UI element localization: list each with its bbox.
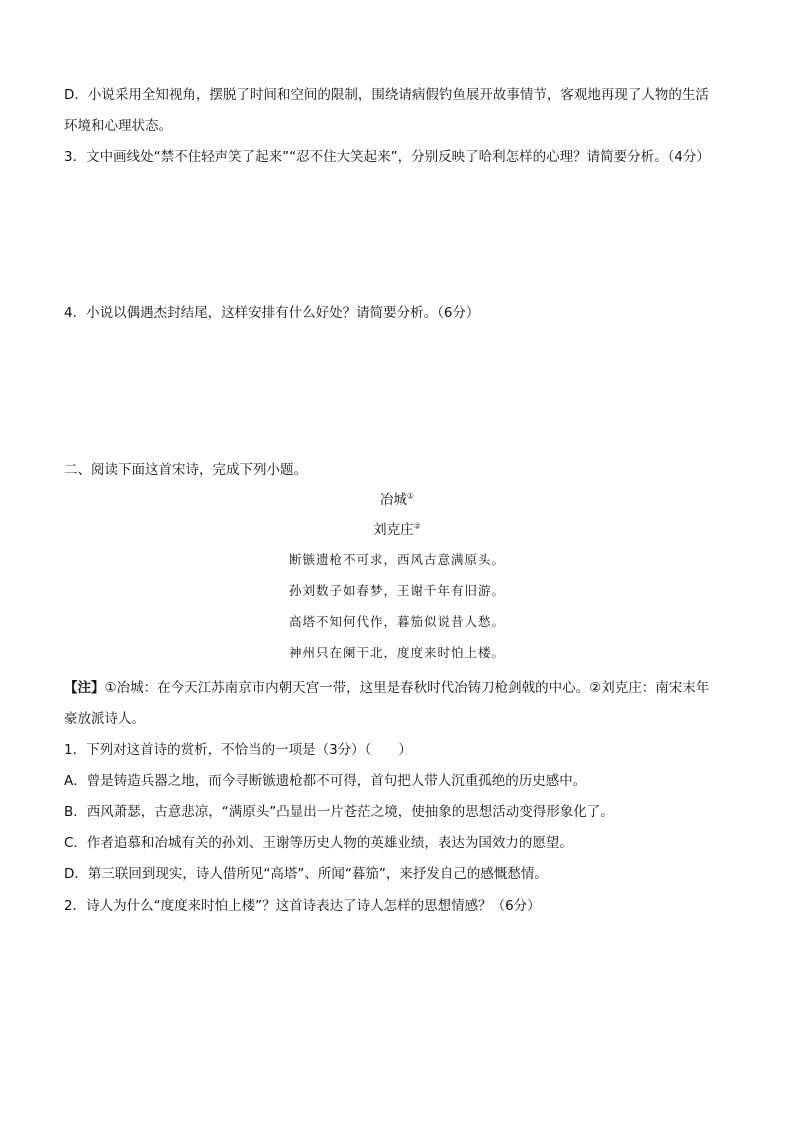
note-line-1 (64, 679, 709, 697)
poem-verse-4: 神州只在阑干北，度度来时怕上楼。 (288, 645, 505, 660)
poem-title-text: 冶城 (379, 492, 407, 508)
option-d: D．第三联回到现实，诗人借所见“高塔”、所闻“暮笳”，来抒发自己的感慨愁情。 (64, 866, 548, 882)
section-2-heading: 二、阅读下面这首宋诗，完成下列小题。 (64, 462, 307, 478)
poem-title (0, 491, 794, 509)
poem-author-note-mark: ② (413, 521, 421, 531)
option-d-line-2: 环境和心理状态。 (64, 118, 172, 134)
note-line-2: 豪放派诗人。 (64, 711, 145, 727)
note-text-1: ①冶城：在今天江苏南京市内朝天宫一带，这里是春秋时代冶铸刀枪剑戟的中心。②刘克庄：南宋末年 (104, 680, 710, 696)
option-c: C．作者追慕和冶城有关的孙刘、王谢等历史人物的英雄业绩，表达为国效力的愿望。 (64, 835, 573, 851)
question-3: 3．文中画线处“禁不住轻声笑了起来”“忍不住大笑起来”，分别反映了哈利怎样的心理？请简要分析。（4分） (64, 149, 710, 165)
poem-verse-2: 孙刘数子如春梦，王谢千年有旧游。 (288, 583, 505, 598)
question-4: 4．小说以偶遇杰封结尾，这样安排有什么好处？请简要分析。（6分） (64, 305, 480, 321)
option-d-line-1: D．小说采用全知视角，摆脱了时间和空间的限制，围绕请病假钓鱼展开故事情节，客观地再现了人物的生活 (64, 87, 709, 103)
question-1: 1．下列对这首诗的赏析，不恰当的一项是（3分）（ ） (64, 742, 412, 758)
poem-verse-3: 高塔不知何代作，暮笳似说昔人愁。 (288, 614, 505, 629)
poem-title-note-mark: ① (406, 491, 415, 501)
poem-verse-1: 断镞遗枪不可求，西风古意满原头。 (288, 552, 505, 567)
option-b: B．西风萧瑟，古意悲凉，“满原头”凸显出一片苍茫之境，使抽象的思想活动变得形象化了。 (64, 804, 614, 820)
note-label: 【注】 (64, 680, 105, 696)
poem-author-text: 刘克庄 (373, 522, 414, 538)
option-a: A．曾是铸造兵器之地，而今寻断镞遗枪都不可得，首句把人带人沉重孤绝的历史感中。 (64, 773, 587, 789)
question-2: 2．诗人为什么“度度来时怕上楼”？这首诗表达了诗人怎样的思想情感？（6分） (64, 898, 541, 914)
poem-author (0, 521, 794, 539)
